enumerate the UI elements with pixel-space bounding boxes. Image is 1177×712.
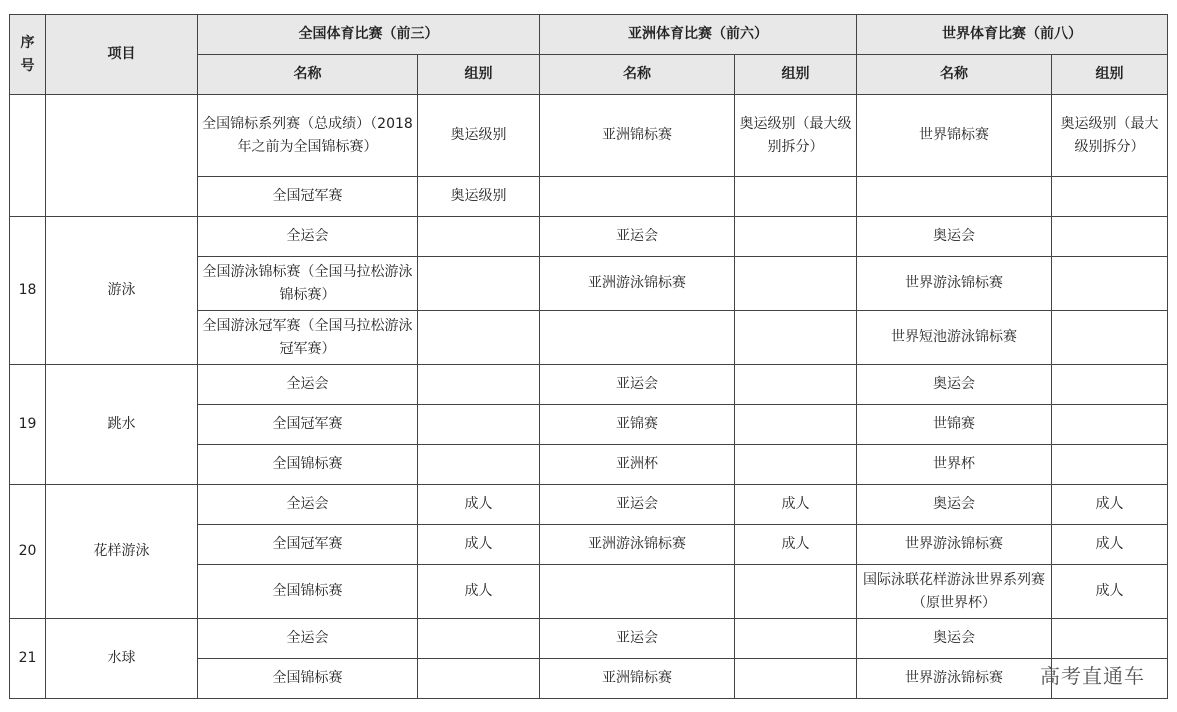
w-group-cell: 奥运级别（最大级别拆分） [1052, 95, 1168, 177]
a-group-cell [735, 217, 857, 257]
w-name-cell: 世界锦标赛 [857, 95, 1052, 177]
a-name-cell [540, 177, 735, 217]
header-national-group: 组别 [418, 55, 540, 95]
n-name-cell: 全运会 [198, 365, 418, 405]
w-name-cell [857, 177, 1052, 217]
n-group-cell [418, 311, 540, 365]
n-group-cell: 成人 [418, 565, 540, 619]
n-group-cell [418, 217, 540, 257]
item-cell: 跳水 [46, 365, 198, 485]
header-national: 全国体育比赛（前三） [198, 15, 540, 55]
item-cell: 水球 [46, 619, 198, 699]
w-group-cell [1052, 311, 1168, 365]
item-cell [46, 95, 198, 217]
a-name-cell: 亚洲杯 [540, 445, 735, 485]
n-name-cell: 全运会 [198, 217, 418, 257]
w-name-cell: 奥运会 [857, 365, 1052, 405]
w-name-cell: 世界短池游泳锦标赛 [857, 311, 1052, 365]
a-group-cell: 成人 [735, 525, 857, 565]
watermark: 高考直通车 [1040, 664, 1145, 688]
table-row [10, 485, 1168, 525]
n-name-cell: 全国冠军赛 [198, 177, 418, 217]
a-name-cell: 亚洲锦标赛 [540, 659, 735, 699]
w-name-cell: 世界游泳锦标赛 [857, 257, 1052, 311]
a-name-cell [540, 311, 735, 365]
n-group-cell: 奥运级别 [418, 177, 540, 217]
a-group-cell [735, 405, 857, 445]
seq-cell [10, 95, 46, 217]
n-group-cell: 奥运级别 [418, 95, 540, 177]
table-row [10, 217, 1168, 257]
table-row [10, 95, 1168, 177]
a-group-cell [735, 619, 857, 659]
w-group-cell: 成人 [1052, 485, 1168, 525]
seq-cell: 19 [10, 365, 46, 485]
seq-cell: 21 [10, 619, 46, 699]
n-group-cell [418, 365, 540, 405]
a-group-cell [735, 365, 857, 405]
a-group-cell [735, 257, 857, 311]
a-name-cell: 亚运会 [540, 619, 735, 659]
header-asian-name: 名称 [540, 55, 735, 95]
header-seq: 序号 [10, 15, 46, 95]
header-world: 世界体育比赛（前八） [857, 15, 1168, 55]
w-group-cell: 成人 [1052, 525, 1168, 565]
w-group-cell [1052, 257, 1168, 311]
item-cell: 花样游泳 [46, 485, 198, 619]
item-cell: 游泳 [46, 217, 198, 365]
w-group-cell [1052, 217, 1168, 257]
w-group-cell: 成人 [1052, 565, 1168, 619]
a-group-cell: 奥运级别（最大级别拆分） [735, 95, 857, 177]
seq-cell: 18 [10, 217, 46, 365]
n-name-cell: 全运会 [198, 485, 418, 525]
a-name-cell: 亚运会 [540, 217, 735, 257]
n-group-cell [418, 405, 540, 445]
w-group-cell [1052, 445, 1168, 485]
n-name-cell: 全国锦标系列赛（总成绩）（2018 年之前为全国锦标赛） [198, 95, 418, 177]
n-name-cell: 全国冠军赛 [198, 405, 418, 445]
w-group-cell [1052, 619, 1168, 659]
table-row [10, 619, 1168, 659]
n-name-cell: 全国锦标赛 [198, 445, 418, 485]
table-row [10, 365, 1168, 405]
a-name-cell: 亚运会 [540, 365, 735, 405]
w-name-cell: 奥运会 [857, 485, 1052, 525]
w-group-cell [1052, 177, 1168, 217]
header-world-name: 名称 [857, 55, 1052, 95]
a-group-cell [735, 311, 857, 365]
n-name-cell: 全国游泳冠军赛（全国马拉松游泳冠军赛） [198, 311, 418, 365]
a-name-cell: 亚锦赛 [540, 405, 735, 445]
w-name-cell: 奥运会 [857, 619, 1052, 659]
table-body [10, 95, 1168, 699]
w-group-cell [1052, 405, 1168, 445]
w-name-cell: 奥运会 [857, 217, 1052, 257]
n-name-cell: 全国游泳锦标赛（全国马拉松游泳锦标赛） [198, 257, 418, 311]
w-name-cell: 世界游泳锦标赛 [857, 525, 1052, 565]
header-asian: 亚洲体育比赛（前六） [540, 15, 857, 55]
a-name-cell: 亚洲游泳锦标赛 [540, 525, 735, 565]
n-name-cell: 全国锦标赛 [198, 659, 418, 699]
a-name-cell: 亚洲锦标赛 [540, 95, 735, 177]
header-item: 项目 [46, 15, 198, 95]
n-group-cell: 成人 [418, 485, 540, 525]
n-group-cell [418, 659, 540, 699]
a-name-cell: 亚运会 [540, 485, 735, 525]
a-group-cell [735, 565, 857, 619]
n-group-cell [418, 257, 540, 311]
header-national-name: 名称 [198, 55, 418, 95]
n-name-cell: 全国冠军赛 [198, 525, 418, 565]
a-group-cell [735, 177, 857, 217]
n-group-cell: 成人 [418, 525, 540, 565]
w-name-cell: 国际泳联花样游泳世界系列赛（原世界杯） [857, 565, 1052, 619]
competition-table [9, 14, 1168, 699]
a-group-cell: 成人 [735, 485, 857, 525]
n-group-cell [418, 619, 540, 659]
a-group-cell [735, 659, 857, 699]
header-world-group: 组别 [1052, 55, 1168, 95]
w-name-cell: 世锦赛 [857, 405, 1052, 445]
w-name-cell: 世界杯 [857, 445, 1052, 485]
w-name-cell: 世界游泳锦标赛 [857, 659, 1052, 699]
header-asian-group: 组别 [735, 55, 857, 95]
n-name-cell: 全运会 [198, 619, 418, 659]
w-group-cell [1052, 365, 1168, 405]
n-group-cell [418, 445, 540, 485]
a-name-cell: 亚洲游泳锦标赛 [540, 257, 735, 311]
seq-cell: 20 [10, 485, 46, 619]
table-header [10, 15, 1168, 95]
a-name-cell [540, 565, 735, 619]
n-name-cell: 全国锦标赛 [198, 565, 418, 619]
a-group-cell [735, 445, 857, 485]
